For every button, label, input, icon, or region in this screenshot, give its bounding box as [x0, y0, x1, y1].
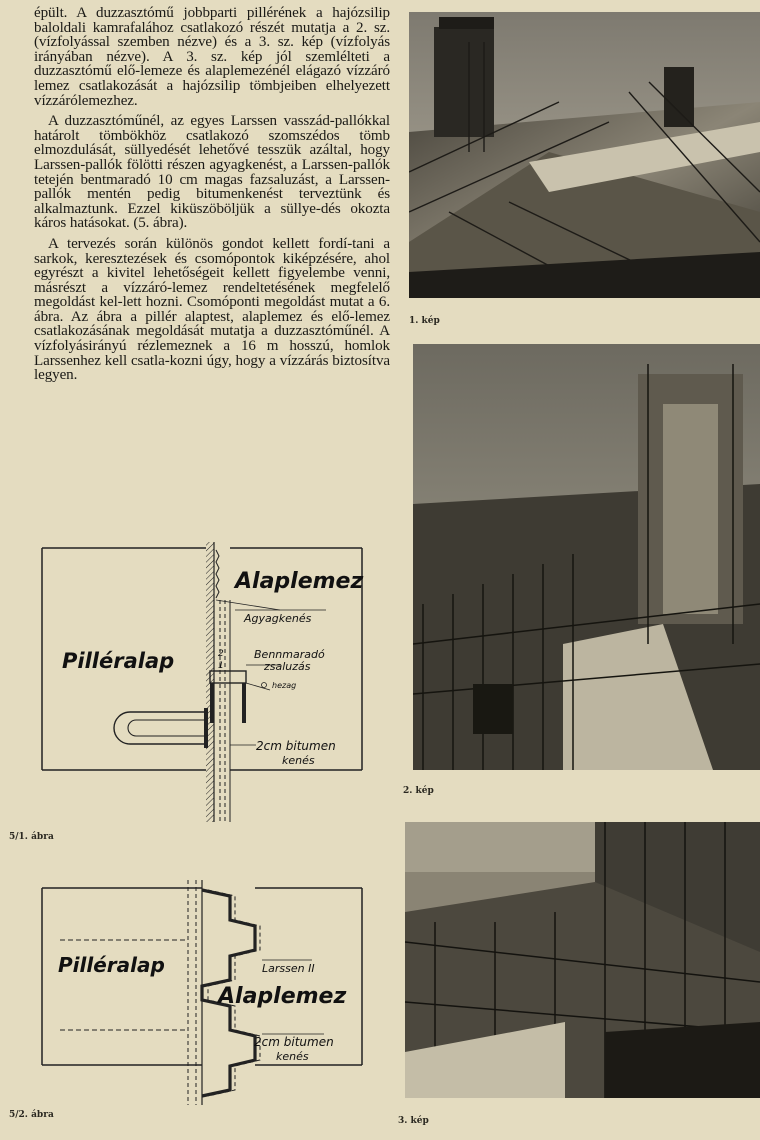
paragraph: épült. A duzzasztómű jobbparti pillérének a hajózsilip baloldali kamrafalához csatlakozó részét mutatja a 2. sz. (vízfolyással szemben nézve) és a 3. sz. kép (vízfolyás irányában nézve). A 3. sz. kép jól szemlélteti a duzzasztómű elő-lemeze és alaplemezénél elágazó vízzáró lemez csatlakozását a hajózsilip tömbjeiben elhelyezett vízzárólemezhez.: [34, 5, 390, 109]
label-bitumen-1: 2cm bitumen: [256, 739, 336, 753]
label-larssen: Larssen II: [262, 962, 315, 975]
photo-2: [413, 344, 760, 770]
label-zsaluzas: zsaluzás: [264, 660, 311, 673]
label-bitumen-2: kenés: [276, 1050, 309, 1063]
label-bitumen-2: kenés: [282, 754, 315, 767]
photo-2-caption: 2. kép: [403, 786, 434, 796]
photo-1-caption: 1. kép: [409, 316, 440, 326]
paragraph: A tervezés során különös gondot kellett fordí-tani a sarkok, keresztezések és csomópontok kiképzésére, ahol egyrészt a kivitel lehetőségeit kellett figyelembe venni, másrészt a vízzáró-lemez rendeltetésének megfelelő megoldást kel-lett hozni. Csomóponti megoldást mutat a 6. ábra. Az ábra a pillér alaptest, alaplemez és elő-lemez csatlakozásának megoldását mutatja a duzzasztóműnél. A vízfolyásirányú rézlemeznek a 16 m hosszú, homlok Larssenhez kell csatla-kozni úgy, hogy a vízzárás biztosítva legyen.: [34, 235, 390, 384]
photo-1: [409, 12, 760, 298]
article-text: [34, 6, 390, 389]
photo-3: [405, 822, 760, 1098]
label-hezag: hezag: [272, 681, 297, 690]
figure-5-2-caption: 5/2. ábra: [9, 1110, 54, 1120]
label-num1: 1: [218, 661, 224, 671]
label-alaplemez: Alaplemez: [218, 984, 347, 1009]
label-alaplemez: Alaplemez: [235, 569, 364, 594]
paragraph: A duzzasztóműnél, az egyes Larssen vasszád-pallókkal határolt tömbökhöz csatlakozó szomszédos tömb elmozdulását, süllyedését lehetővé tesszük azáltal, hogy Larssen-pallók fölötti részen agyagkenést, a Larssen-pallók tetején bentmaradó 10 cm magas fazsaluzást, a Larssen-pallók mentén pedig bitumenkenést terveztünk és alkalmaztunk. Ezzel kiküszöböljük a süllye-dés okozta káros hatásokat. (5. ábra).: [34, 113, 390, 232]
label-bitumen-1: 2cm bitumen: [254, 1035, 334, 1049]
figure-5-2: [30, 880, 370, 1115]
label-pilleralap: Pilléralap: [62, 649, 175, 673]
label-pilleralap: Pilléralap: [58, 953, 165, 977]
label-agyagkenes: Agyagkenés: [244, 612, 312, 625]
label-num2: 2: [218, 649, 224, 659]
label-bennmarado: Bennmaradó: [254, 648, 325, 661]
figure-5-1-caption: 5/1. ábra: [9, 832, 54, 842]
figure-5-1: [30, 540, 370, 830]
photo-3-caption: 3. kép: [398, 1116, 429, 1126]
